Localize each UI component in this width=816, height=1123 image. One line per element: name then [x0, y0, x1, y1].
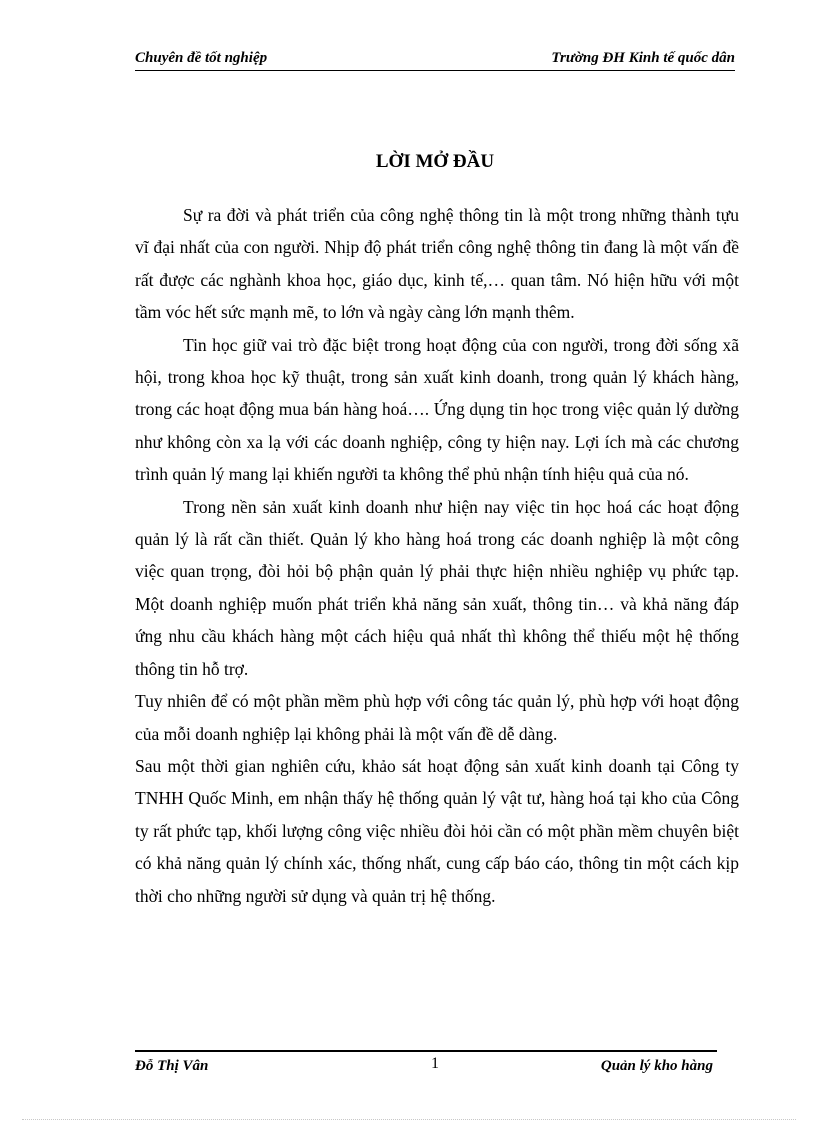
document-title: LỜI MỞ ĐẦU: [375, 151, 495, 172]
page-footer: [135, 1054, 715, 1076]
header-divider: [135, 70, 735, 71]
paragraph-2: Tin học giữ vai trò đặc biệt trong hoạt động của con người, trong đời sống xã hội, trong khoa học kỹ thuật, trong sản xuất kinh doanh, trong quản lý khách hàng, trong các hoạt động mua bán hàng hoá…. Ứng dụng tin học trong việc quản lý dường như không còn xa lạ với các doanh nghiệp, công ty hiện nay. Lợi ích mà các chương trình quản lý mang lại khiến người ta không thể phủ nhận tính hiệu quả của nó.: [135, 334, 739, 485]
header-right-text: Trường ĐH Kinh tế quốc dân: [551, 50, 735, 66]
footer-author: Đỗ Thị Vân: [135, 1058, 209, 1074]
page-edge-line: [22, 1119, 796, 1120]
footer-divider: [135, 1050, 717, 1052]
paragraph-1: Sự ra đời và phát triển của công nghệ thông tin là một trong những thành tựu vĩ đại nhất của con người. Nhịp độ phát triển công nghệ thông tin đang là một vấn đề rất được các nghành khoa học, giáo dục, kinh tế,… quan tâm. Nó hiện hữu với một tầm vóc hết sức mạnh mẽ, to lớn và ngày càng lớn mạnh thêm.: [135, 205, 739, 323]
paragraph-5: Sau một thời gian nghiên cứu, khảo sát hoạt động sản xuất kinh doanh tại Công ty TNHH Quốc Minh, em nhận thấy hệ thống quản lý vật tư, hàng hoá tại kho của Công ty rất phức tạp, khối lượng công việc nhiều đòi hỏi cần có một phần mềm chuyên biệt có khả năng quản lý chính xác, thống nhất, cung cấp báo cáo, thông tin một cách kịp thời cho những người sử dụng và quản trị hệ thống.: [135, 755, 739, 906]
page-header: [135, 48, 735, 68]
page-number: 1: [431, 1055, 439, 1072]
header-left-text: Chuyên đề tốt nghiệp: [135, 50, 268, 66]
paragraph-4: Tuy nhiên để có một phần mềm phù hợp với công tác quản lý, phù hợp với hoạt động của mỗi doanh nghiệp lại không phải là một vấn đề dễ dàng.: [135, 691, 739, 744]
document-body: [135, 199, 739, 912]
paragraph-3: Trong nền sản xuất kinh doanh như hiện nay việc tin học hoá các hoạt động quản lý là rất cần thiết. Quản lý kho hàng hoá trong các doanh nghiệp là một công việc quan trọng, đòi hỏi bộ phận quản lý phải thực hiện nhiều nghiệp vụ phức tạp. Một doanh nghiệp muốn phát triển khả năng sản xuất, thông tin… và khả năng đáp ứng nhu cầu khách hàng một cách hiệu quả nhất thì không thể thiếu một hệ thống thông tin hỗ trợ.: [135, 496, 739, 679]
footer-topic: Quản lý kho hàng: [600, 1058, 713, 1074]
